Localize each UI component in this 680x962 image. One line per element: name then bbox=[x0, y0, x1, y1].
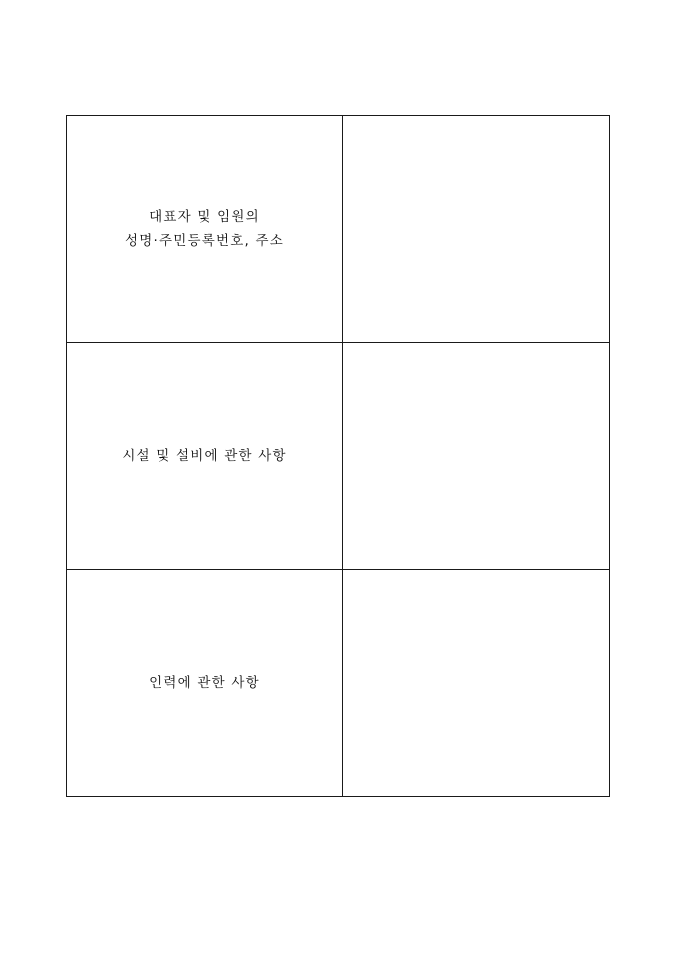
value-cell-facilities[interactable] bbox=[343, 343, 610, 570]
form-row-representatives bbox=[67, 116, 610, 343]
value-cell-representatives[interactable] bbox=[343, 116, 610, 343]
label-personnel: 인력에 관한 사항 bbox=[149, 675, 260, 691]
label-cell-facilities bbox=[67, 343, 343, 570]
label-representatives-line-2: 성명·주민등록번호, 주소 bbox=[125, 233, 284, 249]
form-row-personnel bbox=[67, 570, 610, 797]
label-cell-representatives bbox=[67, 116, 343, 343]
label-cell-personnel bbox=[67, 570, 343, 797]
form-row-facilities bbox=[67, 343, 610, 570]
value-cell-personnel[interactable] bbox=[343, 570, 610, 797]
label-representatives-line-1: 대표자 및 임원의 bbox=[149, 209, 260, 225]
label-facilities: 시설 및 설비에 관한 사항 bbox=[122, 448, 287, 464]
registration-form-table bbox=[66, 115, 610, 797]
